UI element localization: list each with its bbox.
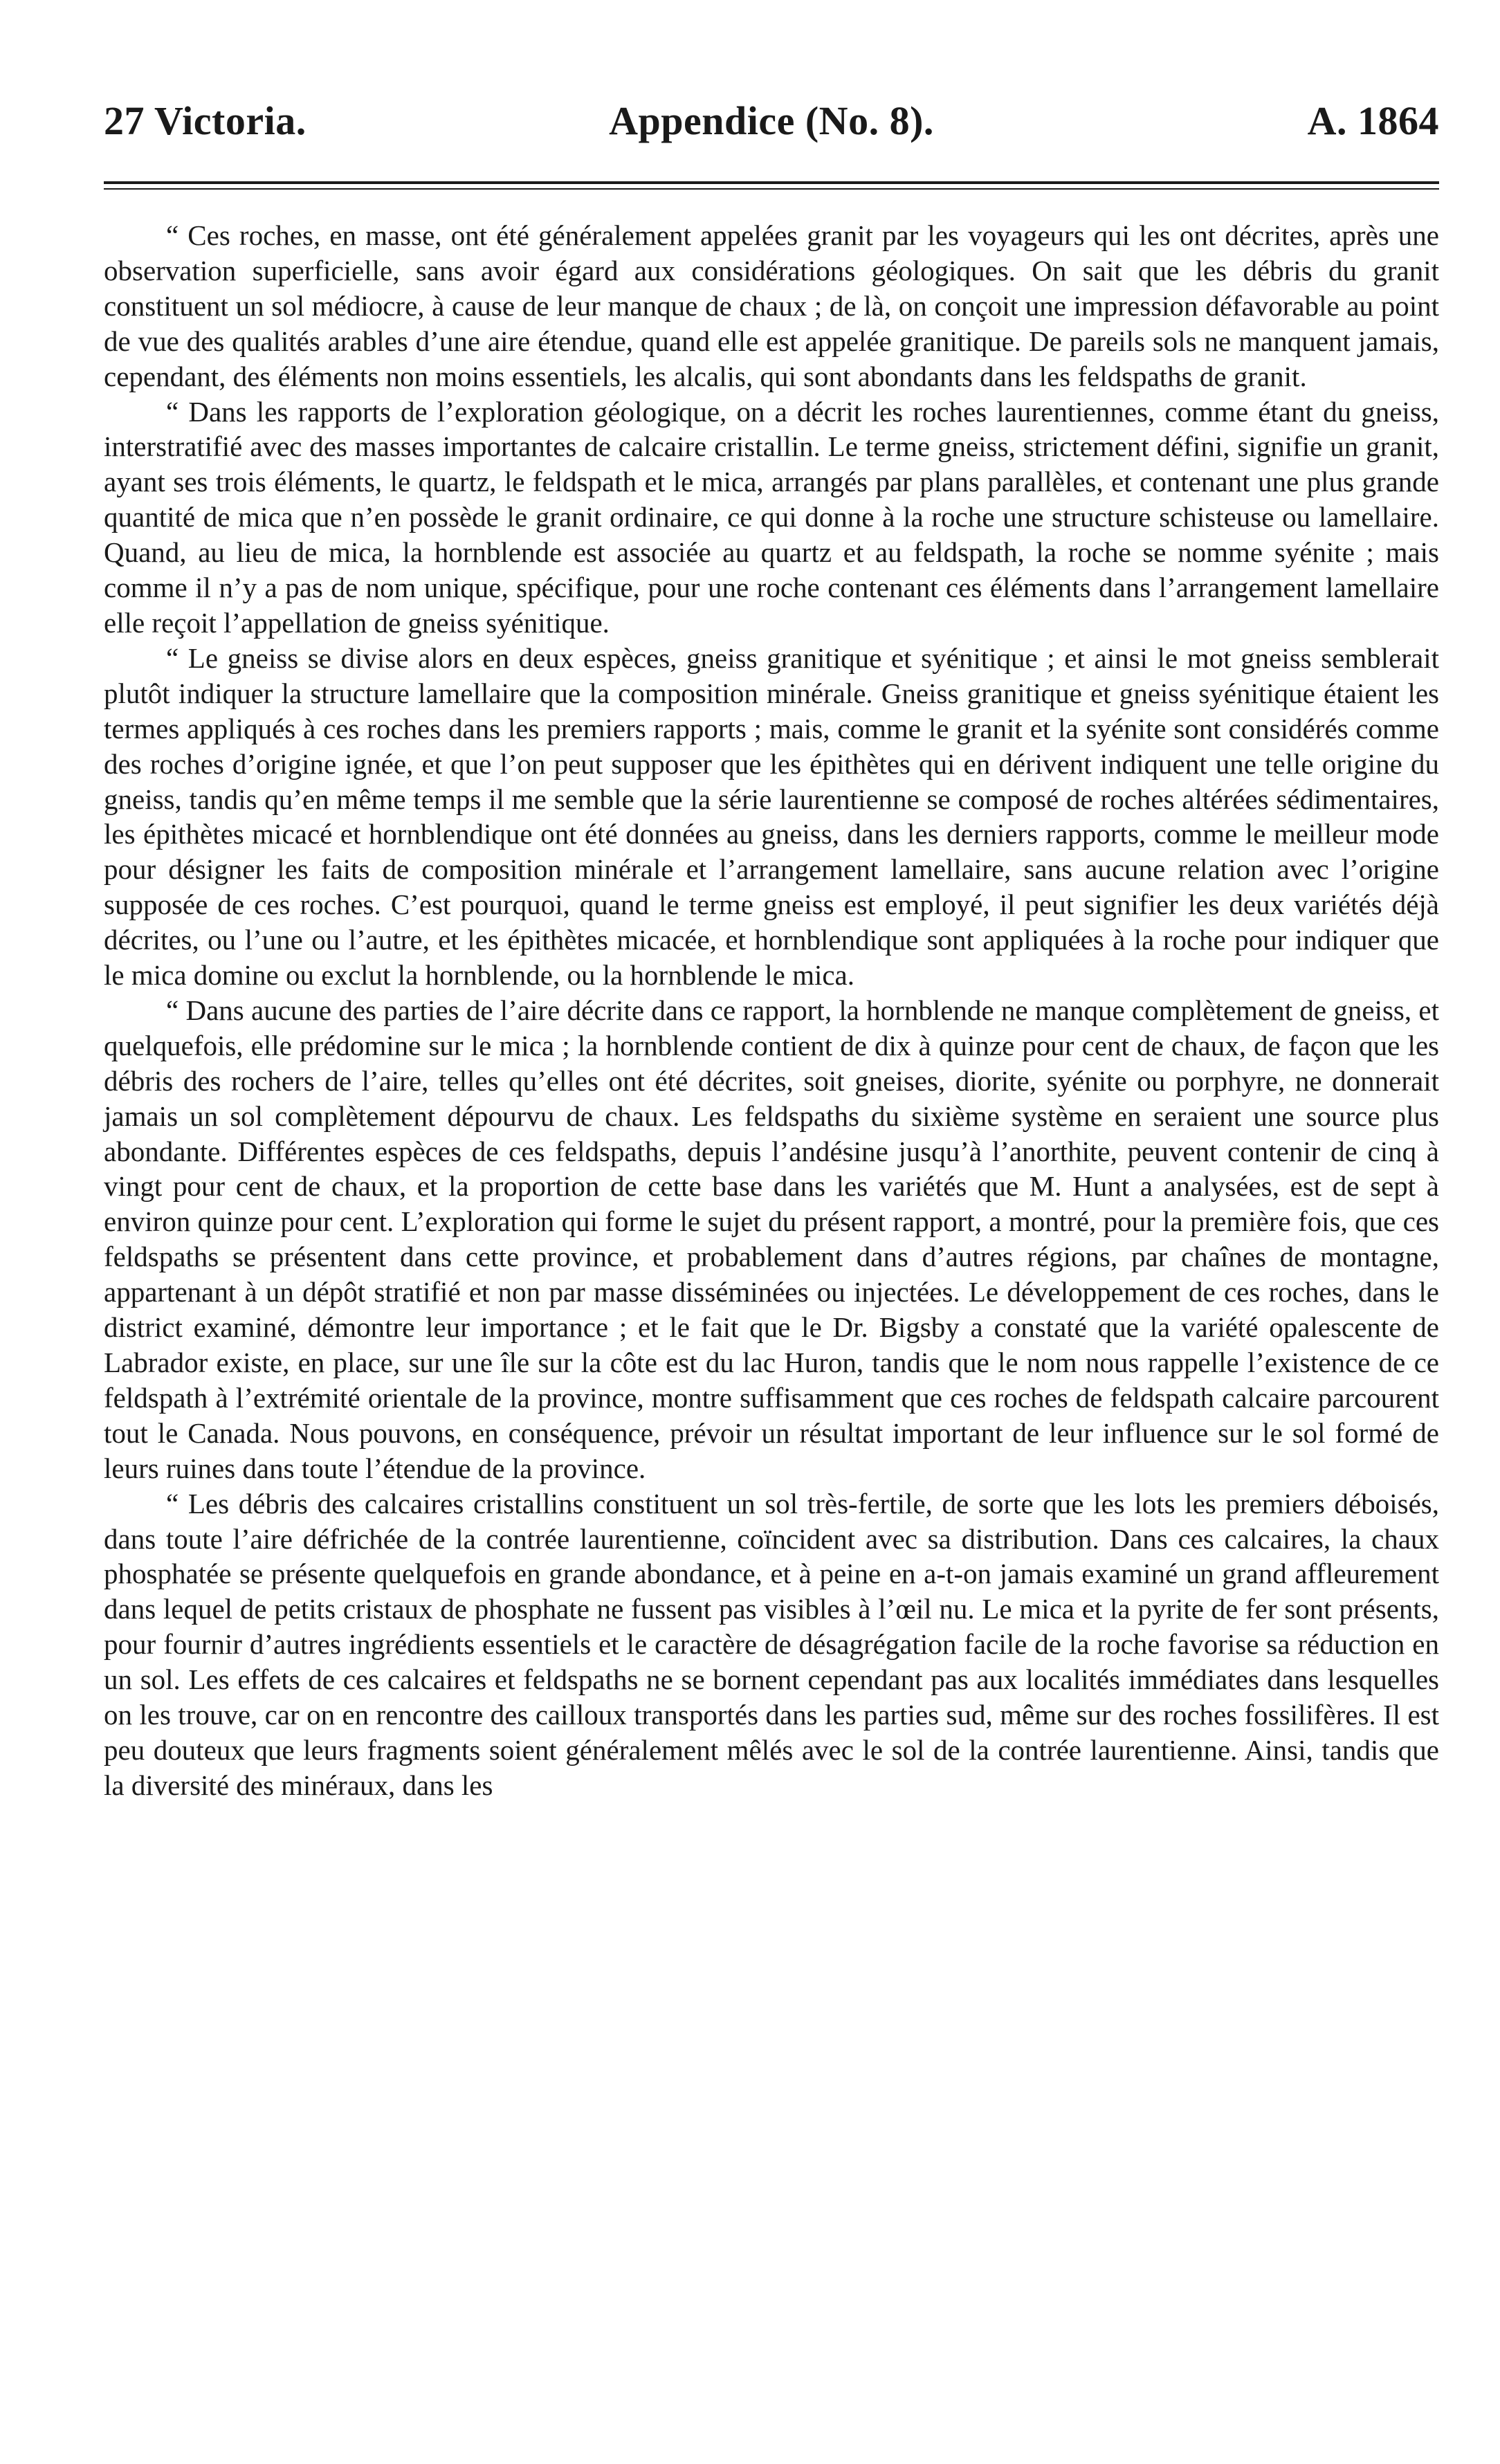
paragraph-2: “ Dans les rapports de l’exploration géologique, on a décrit les roches laurentiennes, comme étant du gneiss, interstratifié avec des masses importantes de calcaire cristallin. Le terme gneiss, strictement défini, signifie un granit, ayant ses trois éléments, le quartz, le feldspath et le mica, arrangés par plans parallèles, et contenant une plus grande quantité de mica que n’en possède le granit ordinaire, ce qui donne à la roche une structure schisteuse ou lamellaire. Quand, au lieu de mica, la hornblende est associée au quartz et au feldspath, la roche se nomme syénite ; mais comme il n’y a pas de nom unique, spécifique, pour une roche contenant ces éléments dans l’arrangement lamellaire elle reçoit l’appellation de gneiss syénitique. [104, 395, 1439, 639]
header-appendix: Appendice (No. 8). [609, 98, 934, 143]
body-text [104, 218, 1439, 1803]
paragraph-5: “ Les débris des calcaires cristallins constituent un sol très-fertile, de sorte que les lots les premiers déboisés, dans toute l’aire défrichée de la contrée laurentienne, coïncident avec sa distribution. Dans ces calcaires, la chaux phosphatée se présente quelquefois en grande abondance, et à peine en a-t-on jamais examiné un grand affleurement dans lequel de petits cristaux de phosphate ne fussent pas visibles à l’œil nu. Le mica et la pyrite de fer sont présents, pour fournir d’autres ingrédients essentiels et le caractère de désagrégation facile de la roche favorise sa réduction en un sol. Les effets de ces calcaires et feldspaths ne se bornent cependant pas aux localités immédiates dans lesquelles on les trouve, car on en rencontre des cailloux transportés dans les parties sud, même sur des roches fossilifères. Il est peu douteux que leurs fragments soient généralement mêlés avec le sol de la contrée laurentienne. Ainsi, tandis que la diversité des minéraux, dans les [104, 1487, 1439, 1801]
header-year: A. 1864 [1307, 98, 1439, 143]
header-session: 27 Victoria. [104, 98, 307, 143]
paragraph-3: “ Le gneiss se divise alors en deux espèces, gneiss granitique et syénitique ; et ainsi le mot gneiss semblerait plutôt indiquer la structure lamellaire que la composition minérale. Gneiss granitique et gneiss syénitique étaient les termes appliqués à ces roches dans les premiers rapports ; mais, comme le granit et la syénite sont considérés comme des roches d’origine ignée, et que l’on peut supposer que les épithètes qui en dérivent indiquent une telle origine du gneiss, tandis qu’en même temps il me semble que la série laurentienne se composé de roches altérées sédimentaires, les épithètes micacé et hornblendique ont été données au gneiss, dans les derniers rapports, comme le meilleur mode pour désigner les faits de composition minérale et l’arrangement lamellaire, sans aucune relation avec l’origine supposée de ces roches. C’est pourquoi, quand le terme gneiss est employé, il peut signifier les deux variétés déjà décrites, ou l’une ou l’autre, et les épithètes micacée, et hornblendique sont appliquées à la roche pour indiquer que le mica domine ou exclut la hornblende, ou la hornblende le mica. [104, 641, 1439, 992]
page [104, 97, 1439, 2436]
running-header [104, 97, 1439, 152]
paragraph-4: “ Dans aucune des parties de l’aire décrite dans ce rapport, la hornblende ne manque complètement de gneiss, et quelquefois, elle prédomine sur le mica ; la hornblende contient de dix à quinze pour cent de chaux, de façon que les débris des rochers de l’aire, telles qu’elles ont été décrites, soit gneises, diorite, syénite ou porphyre, ne donnerait jamais un sol complètement dépourvu de chaux. Les feldspaths du sixième système en seraient une source plus abondante. Différentes espèces de ces feldspaths, depuis l’andésine jusqu’à l’anorthite, peuvent contenir de cinq à vingt pour cent de chaux, et la proportion de cette base dans les variétés que M. Hunt a analysées, est de sept à environ quinze pour cent. L’exploration qui forme le sujet du présent rapport, a montré, pour la première fois, que ces feldspaths se présentent dans cette province, et probablement dans d’autres régions, par chaînes de montagne, appartenant à un dépôt stratifié et non par masse disséminées ou injectées. Le développement de ces roches, dans le district examiné, démontre leur importance ; et le fait que le Dr. Bigsby a constaté que la variété opalescente de Labrador existe, en place, sur une île sur la côte est du lac Huron, tandis que le nom nous rappelle l’existence de ce feldspath à l’extrémité orientale de la province, montre suffisamment que ces roches de feldspath calcaire parcourent tout le Canada. Nous pouvons, en conséquence, prévoir un résultat important de leur influence sur le sol formé de leurs ruines dans toute l’étendue de la province. [104, 994, 1439, 1484]
paragraph-1: “ Ces roches, en masse, ont été généralement appelées granit par les voyageurs qui les ont décrites, après une observation superficielle, sans avoir égard aux considérations géologiques. On sait que les débris du granit constituent un sol médiocre, à cause de leur manque de chaux ; de là, on conçoit une impression défavorable au point de vue des qualités arables d’une aire étendue, quand elle est appelée granitique. De pareils sols ne manquent jamais, cependant, des éléments non moins essentiels, les alcalis, qui sont abondants dans les feldspaths de granit. [104, 219, 1439, 392]
header-rule-thin [104, 188, 1439, 190]
header-rule-thick [104, 181, 1439, 184]
